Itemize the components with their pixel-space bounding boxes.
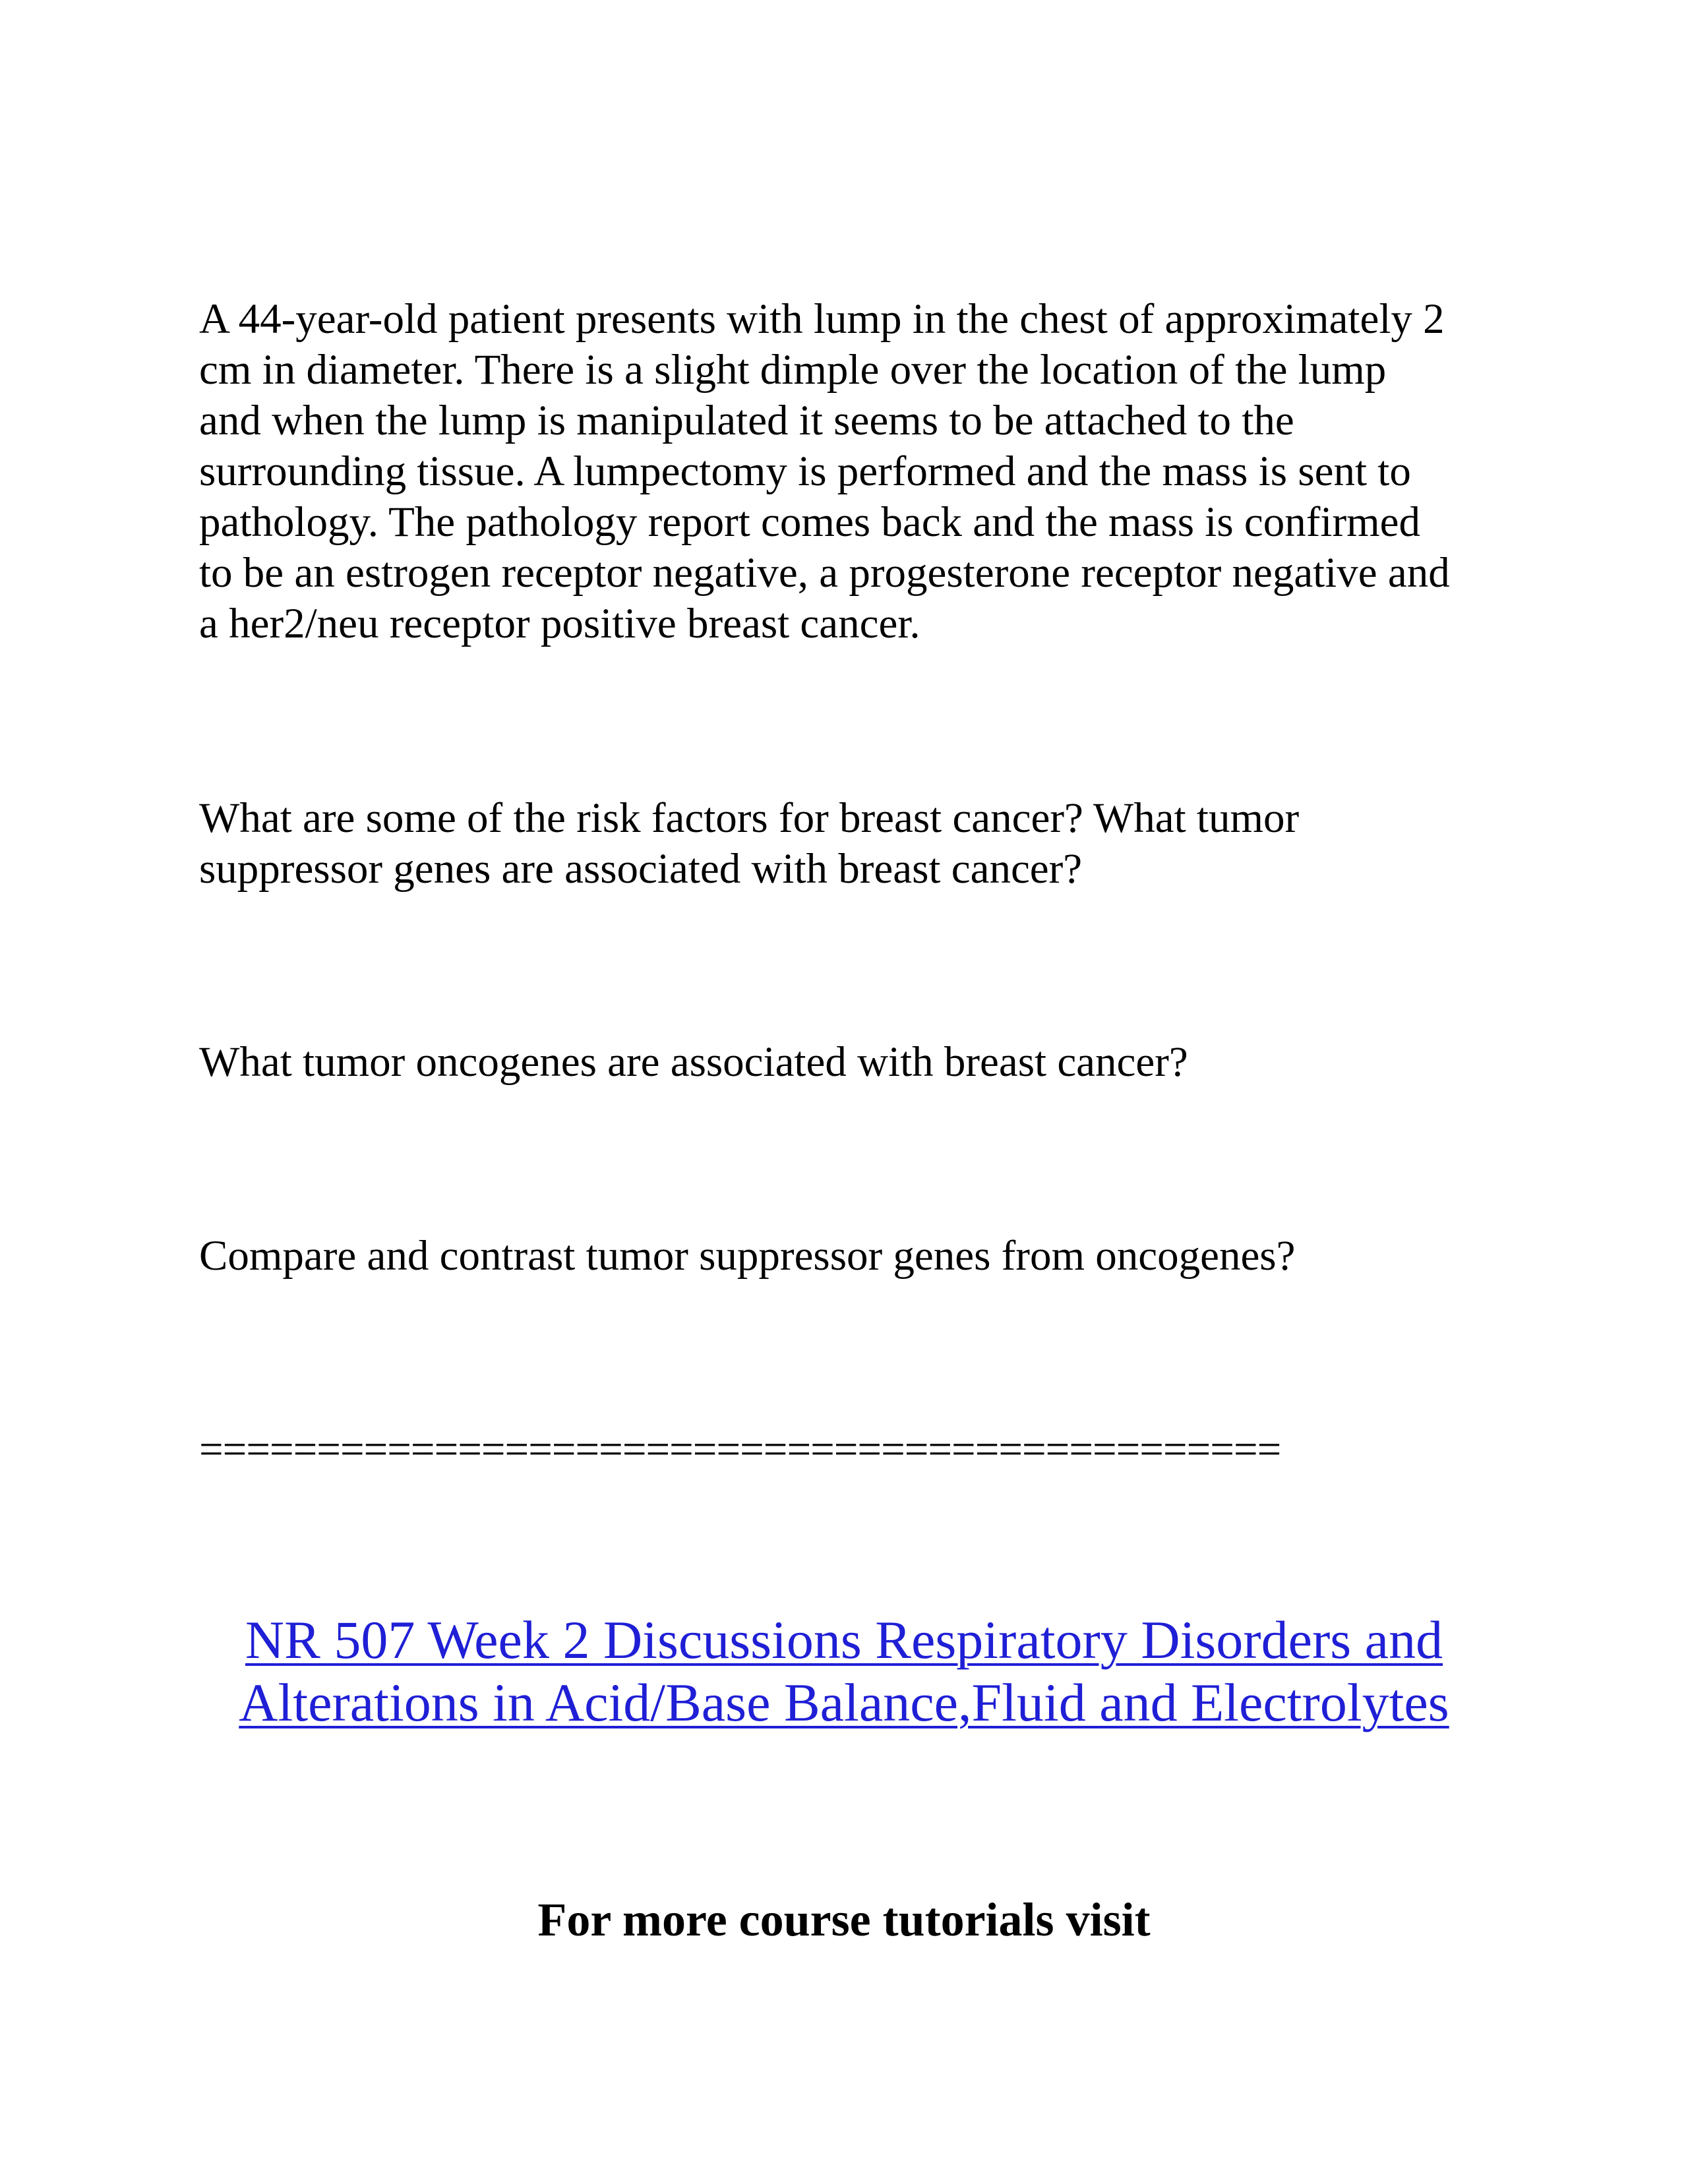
- compare-contrast-question: Compare and contrast tumor suppressor genes from oncogenes?: [199, 1232, 1296, 1280]
- oncogenes-question: What tumor oncogenes are associated with breast cancer?: [199, 1038, 1188, 1086]
- course-link-block: [132, 1608, 1556, 1734]
- case-description-paragraph: A 44-year-old patient presents with lump in the chest of approximately 2 cm in diameter. There is a slight dimple over the location of the lump and when the lump is manipulated it seems to be attached to the surrounding tissue. A lumpectomy is performed and the mass is sent to pathology. The pathology report comes back and the mass is confirmed to be an estrogen receptor negative, a progesterone receptor negative and a her2/neu receptor positive breast cancer.: [199, 295, 1450, 647]
- course-link[interactable]: NR 507 Week 2 Discussions Respiratory Disorders and Alterations in Acid/Base Balance,Fluid and Electrolytes: [239, 1610, 1449, 1732]
- footer-visit-text: For more course tutorials visit: [537, 1893, 1151, 1946]
- section-divider: ==============================================: [199, 1426, 1281, 1473]
- risk-factors-question: What are some of the risk factors for breast cancer? What tumor suppressor genes are associated with breast cancer?: [199, 794, 1300, 893]
